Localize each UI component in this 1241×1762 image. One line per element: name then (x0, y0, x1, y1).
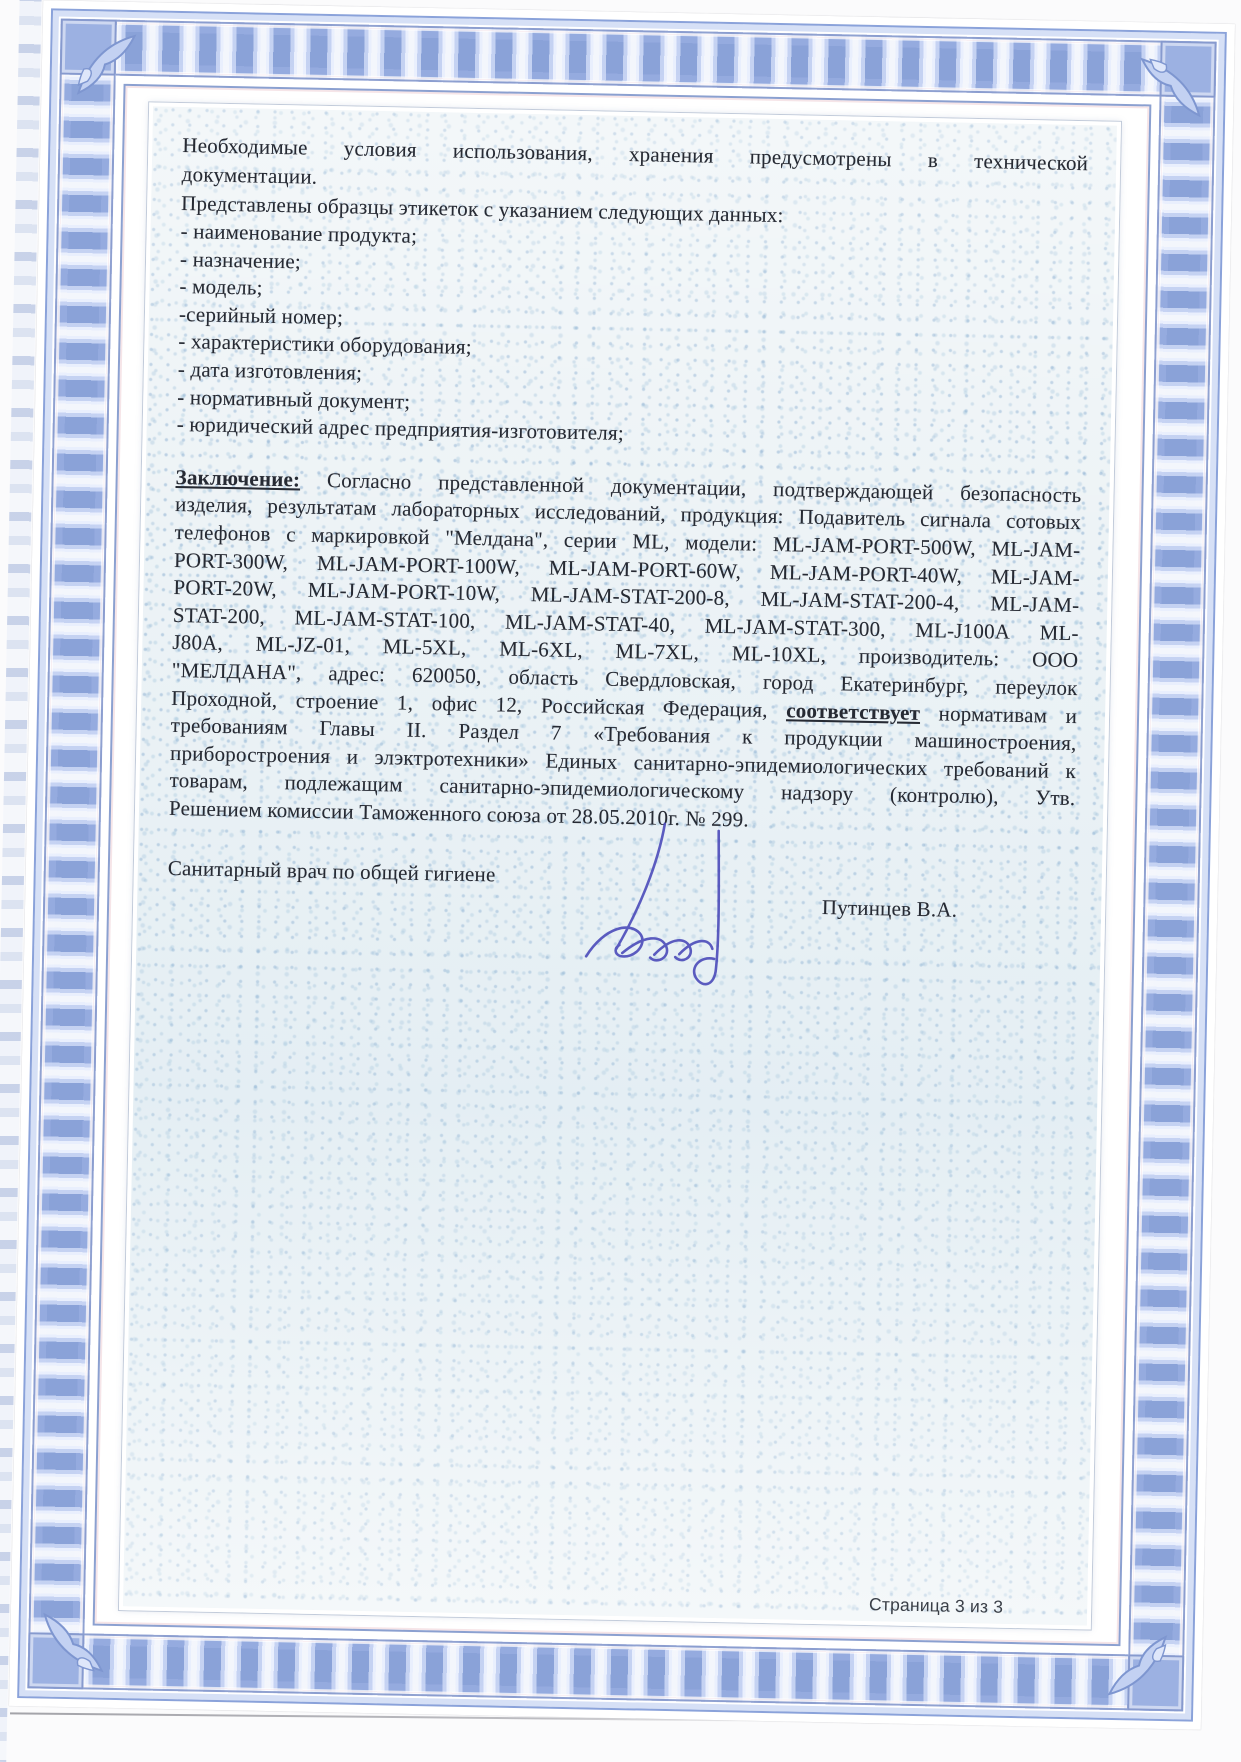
label-samples-line: Представлены образцы этикеток с указанием следующих данных: (180, 191, 784, 228)
conclusion-line: PORT-300W, ML-JAM-PORT-100W, ML-JAM-PORT-60W, ML-JAM-PORT-40W, ML-JAM- (173, 547, 1081, 590)
conclusion-line: Заключение: Согласно представленной документации, подтверждающей безопасность (175, 464, 1082, 507)
conclusion-line: изделия, результатам лабораторных исследований, продукция: Подавитель сигнала сотовых (174, 492, 1082, 535)
certificate-page (9, 0, 1235, 1730)
page-number-footer: Страница 3 из 3 (868, 1594, 1004, 1617)
guilloche-background (119, 102, 1121, 1629)
conclusion-line: STAT-200, ML-JAM-STAT-100, ML-JAM-STAT-40, ML-JAM-STAT-300, ML-J100A ML- (172, 602, 1079, 645)
conclusion-line: товарам, подлежащим санитарно-эпидемиологическому надзору (контролю), Утв. (169, 768, 1076, 811)
signature-ink (563, 816, 767, 1035)
corner-ornament-icon (1160, 41, 1217, 98)
label-data-list (176, 218, 1086, 457)
signatory-title: Санитарный врач по общей гигиене (167, 856, 496, 887)
document-text (123, 106, 1117, 1625)
paragraph-line: Необходимые условия использования, хранения предусмотрены в технической (182, 133, 1089, 176)
list-item: - наименование продукта; (180, 219, 418, 248)
list-item: - характеристики оборудования; (178, 329, 473, 360)
conclusion-line: требованиям Главы II. Раздел 7 «Требования к продукции машиностроения, (170, 713, 1077, 756)
conclusion-line: телефонов с маркировкой "Мелдана", серии ML, модели: ML-JAM-PORT-500W, ML-JAM- (174, 519, 1081, 563)
conclusion-line: приборостроения и элэктротехники» Единых санитарно-эпидемиологических требований к (169, 740, 1077, 783)
corner-ornament-icon (1127, 1654, 1184, 1711)
conclusion-paragraph (169, 464, 1082, 841)
list-item: - назначение; (179, 246, 302, 274)
conclusion-line: J80A, ML-JZ-01, ML-5XL, ML-6XL, ML-7XL, ML-10XL, производитель: ООО (172, 630, 1079, 673)
signature-block (164, 854, 1074, 1062)
signatory-name: Путинцев В.А. (821, 895, 958, 923)
paragraph-line: документации. (181, 162, 318, 189)
list-item: - дата изготовления; (177, 356, 363, 385)
conclusion-line: "МЕЛДАНА", адрес: 620050, область Свердловская, город Екатеринбург, переулок (171, 657, 1078, 701)
conclusion-line: PORT-20W, ML-JAM-PORT-10W, ML-JAM-STAT-200-8, ML-JAM-STAT-200-4, ML-JAM- (173, 575, 1080, 618)
corner-ornament-icon (60, 19, 117, 76)
list-item: -серийный номер; (178, 301, 344, 330)
list-item: - модель; (179, 274, 263, 300)
corner-ornament-icon (27, 1632, 84, 1689)
list-item: - юридический адрес предприятия-изготовителя; (176, 412, 625, 446)
conclusion-line: Проходной, строение 1, офис 12, Российская Федерация, соответствует нормативам и (171, 685, 1078, 728)
list-item: - нормативный документ; (177, 384, 411, 414)
conclusion-line: Решением комиссии Таможенного союза от 28.05.2010г. № 299. (168, 795, 750, 832)
